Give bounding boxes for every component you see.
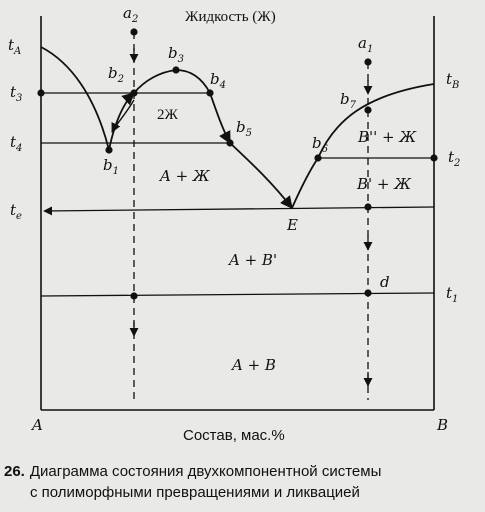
miscibility-dome (134, 70, 210, 93)
label-te: $t_e$ (10, 201, 22, 222)
label-tB: $t_B$ (446, 70, 460, 91)
liquid-title: Жидкость (Ж) (185, 9, 276, 25)
label-b4: $b_4$ (210, 70, 226, 91)
point-b4 (206, 89, 213, 96)
isotherm-te (44, 207, 434, 211)
liquidus-b4-b5 (210, 93, 230, 143)
point-t2-axis (430, 154, 437, 161)
label-b7: $b_7$ (340, 90, 356, 111)
label-tA: $t_A$ (8, 36, 22, 57)
label-b2: $b_2$ (108, 64, 124, 85)
region-two-liquids: 2Ж (157, 107, 178, 123)
point-b7 (364, 106, 371, 113)
point-a2-t1 (130, 292, 137, 299)
label-t1: $t_1$ (446, 284, 459, 305)
label-t2: $t_2$ (448, 148, 461, 169)
point-b1 (105, 146, 112, 153)
point-a1-te (364, 203, 371, 210)
region-a-plus-b1: A + B' (229, 251, 278, 269)
label-d: d (380, 273, 390, 291)
point-b2 (130, 89, 137, 96)
point-b5 (226, 139, 233, 146)
region-a-plus-liquid: A + Ж (160, 167, 210, 185)
liquidus-a (41, 47, 109, 150)
caption-line2: с полиморфными превращениями и ликвацией (30, 484, 360, 501)
arrow-b2-to-b1 (112, 100, 134, 132)
point-d (364, 289, 371, 296)
component-b: B (437, 416, 449, 434)
label-t4: $t_4$ (10, 133, 23, 154)
region-b2-plus-liquid: B'' + Ж (358, 128, 417, 146)
label-b5: $b_5$ (236, 118, 252, 139)
label-b1: $b_1$ (103, 156, 119, 177)
region-b1-plus-liquid: B' + Ж (357, 175, 412, 193)
region-a-plus-b: A + B (232, 356, 276, 374)
point-t3-axis (37, 89, 44, 96)
composition-axis-label: Состав, мас.% (183, 427, 285, 444)
label-b6: $b_6$ (312, 134, 328, 155)
liquidus-b (318, 84, 434, 158)
point-a1 (364, 58, 371, 65)
liquidus-e-b6 (292, 158, 318, 208)
label-t3: $t_3$ (10, 83, 23, 104)
component-a: A (32, 416, 43, 434)
point-b3 (172, 66, 179, 73)
caption-line1: 26. Диаграмма состояния двухкомпонентной системы (4, 463, 382, 480)
label-a2: $a_2$ (123, 4, 139, 25)
label-a1: $a_1$ (358, 34, 374, 55)
label-E: E (287, 216, 298, 234)
point-b6 (314, 154, 321, 161)
label-b3: $b_3$ (168, 44, 184, 65)
point-a2 (130, 28, 137, 35)
liquidus-b5-e (230, 143, 292, 208)
liquidus-b1-b2 (109, 93, 134, 150)
isotherm-t1 (41, 293, 434, 296)
